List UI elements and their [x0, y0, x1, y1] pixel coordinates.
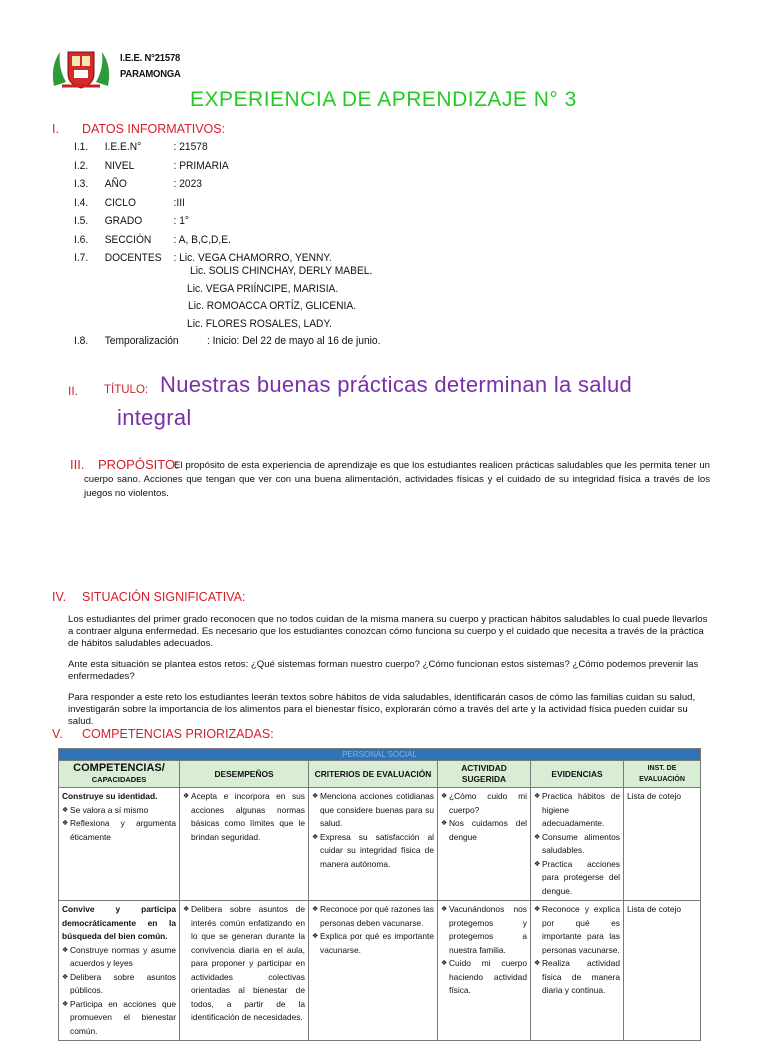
proposito-text: El propósito de esta experiencia de aprendizaje es que los estudiantes realicen prácticas saludables que les permita tener un cuerpo sano. Acciones que tengan que ver con una buena alimentación, actividades físicas y el cuidado de su integridad física a través de los juegos no violentos.: [84, 460, 710, 499]
area-header: PERSONAL SOCIAL: [59, 749, 701, 761]
bullet-item: ❖ Nos cuidamos del dengue: [441, 817, 527, 844]
bullet-item: ❖ Consume alimentos saludables.: [534, 831, 620, 858]
section-situacion: IV. SITUACIÓN SIGNIFICATIVA:: [52, 590, 246, 604]
bullet-item: ❖ Cuido mi cuerpo haciendo actividad física.: [441, 957, 527, 998]
docente-name: Lic. FLORES ROSALES, LADY.: [187, 317, 332, 330]
section-competencias: V. COMPETENCIAS PRIORIZADAS:: [52, 727, 274, 741]
page-title: EXPERIENCIA DE APRENDIZAJE N° 3: [190, 88, 577, 111]
cell-competencia: [59, 788, 180, 901]
docente-name: Lic. VEGA PRIÍNCIPE, MARISIA.: [187, 282, 339, 295]
bullet-item: ❖ Acepta e incorpora en sus acciones algunas normas básicas como límites que le brindan seguridad.: [183, 790, 305, 844]
cell-instrumento: Lista de cotejo: [624, 901, 701, 1041]
cell-evidencias: [531, 788, 624, 901]
info-row: I.5. GRADO : 1°: [74, 215, 189, 227]
section-proposito: III. PROPÓSITO:: [70, 457, 179, 472]
bullet-item: ❖ Vacunándonos nos protegemos y protegemos a nuestra familia.: [441, 903, 527, 957]
header-competencias: COMPETENCIAS/ CAPACIDADES: [59, 761, 180, 788]
table-row: [59, 788, 701, 901]
competencias-table: [58, 748, 701, 1041]
bullet-item: ❖ Participa en acciones que promueven el bienestar común.: [62, 998, 176, 1039]
info-temporalizacion: I.8. Temporalización : Inicio: Del 22 de mayo al 16 de junio.: [74, 335, 381, 347]
school-city: PARAMONGA: [120, 68, 181, 80]
bullet-item: ❖ Menciona acciones cotidianas que considere buenas para su salud.: [312, 790, 434, 831]
bullet-item: ❖ Realiza actividad física de manera diaria y continua.: [534, 957, 620, 998]
info-row: I.1. I.E.E.N° : 21578: [74, 141, 208, 153]
cell-criterios: [309, 901, 438, 1041]
bullet-item: ❖ Practica acciones para protegerse del dengue.: [534, 858, 620, 899]
situacion-paragraph-3: Para responder a este reto los estudiantes leerán textos sobre hábitos de vida saludables, identificarán casos de cómo las familias cuidan su salud, investigarán sobre la importancia de los alimentos para el bienestar físico, explorarán cómo a través del arte y la actividad física pueden cuidar su salud.: [68, 692, 696, 727]
info-row: I.3. AÑO : 2023: [74, 178, 202, 190]
school-logo: [50, 46, 112, 92]
info-row: I.6. SECCIÓN : A, B,C,D,E.: [74, 233, 231, 246]
cell-actividad: [438, 788, 531, 901]
desempenos-list: [183, 903, 305, 1025]
bullet-item: ❖ Reconoce por qué razones las personas deben vacunarse.: [312, 903, 434, 930]
info-row: I.2. NIVEL : PRIMARIA: [74, 159, 229, 172]
bullet-item: ❖ Practica hábitos de higiene adecuadamente.: [534, 790, 620, 831]
evidencias-list: [534, 790, 620, 898]
section-titulo-label: TÍTULO:: [104, 384, 149, 396]
header-instrumento: INST. DE EVALUACIÓN: [624, 761, 701, 788]
experience-title-line1: Nuestras buenas prácticas determinan la salud: [160, 372, 633, 397]
header-actividad: ACTIVIDAD SUGERIDA: [438, 761, 531, 788]
bullet-item: ❖ Delibera sobre asuntos públicos.: [62, 971, 176, 998]
info-row: I.4. CICLO :III: [74, 196, 185, 209]
docente-name: Lic. ROMOACCA ORTÍZ, GLICENIA.: [188, 300, 357, 312]
header-evidencias: EVIDENCIAS: [531, 761, 624, 788]
bullet-item: ❖ Delibera sobre asuntos de interés común enfatizando en lo que se generan durante la convivencia diaria en el aula, para proponer y participar en actividades colectivas orientadas al bienestar de todos, a partir de la identificación de necesidades.: [183, 903, 305, 1025]
situacion-paragraph-1: Los estudiantes del primer grado reconocen que no todos cuidan de la misma manera su cuerpo y practican hábitos saludables lo cual puede llevarlos a contraer alguna enfermedad. Es necesario que los estudiantes conozcan cómo funciona su cuerpo y el cuidado que necesita a través de la práctica de hábitos saludables adecuados.: [68, 614, 708, 649]
actividad-list: [441, 790, 527, 844]
experience-title-line2: integral: [117, 405, 192, 430]
bullet-item: ❖ Se valora a sí mismo: [62, 804, 176, 818]
capacidades-list: [62, 804, 176, 845]
cell-actividad: [438, 901, 531, 1041]
cell-desempenos: [180, 788, 309, 901]
competencia-title: Construye su identidad.: [62, 791, 158, 801]
desempenos-list: [183, 790, 305, 844]
bullet-item: ❖ Reconoce y explica por qué es importante para las personas vacunarse.: [534, 903, 620, 957]
competencia-title: Convive y participa democráticamente en la búsqueda del bien común.: [62, 904, 176, 941]
section-datos-informativos: I. DATOS INFORMATIVOS:: [52, 122, 226, 136]
bullet-item: ❖ Expresa su satisfacción al cuidar su integridad física de manera autónoma.: [312, 831, 434, 872]
situacion-paragraph-2: Ante esta situación se plantea estos retos: ¿Qué sistemas forman nuestro cuerpo? ¿Cómo funcionan estos sistemas? ¿Cómo podemos prevenir las enfermedades?: [68, 659, 699, 682]
cell-evidencias: [531, 901, 624, 1041]
actividad-list: [441, 903, 527, 998]
section-titulo-num: II.: [68, 384, 79, 398]
evidencias-list: [534, 903, 620, 998]
docente-name: Lic. SOLIS CHINCHAY, DERLY MABEL.: [190, 265, 373, 277]
header-criterios: CRITERIOS DE EVALUACIÓN: [309, 761, 438, 788]
school-code: I.E.E. N°21578: [120, 52, 181, 64]
bullet-item: ❖ Reflexiona y argumenta éticamente: [62, 817, 176, 844]
bullet-item: ❖ Construye normas y asume acuerdos y leyes: [62, 944, 176, 971]
cell-instrumento: Lista de cotejo: [624, 788, 701, 901]
bullet-item: ❖ ¿Cómo cuido mi cuerpo?: [441, 790, 527, 817]
table-row: [59, 901, 701, 1041]
cell-desempenos: [180, 901, 309, 1041]
cell-criterios: [309, 788, 438, 901]
criterios-list: [312, 903, 434, 957]
header-desempenos: DESEMPEÑOS: [180, 761, 309, 788]
criterios-list: [312, 790, 434, 871]
cell-competencia: [59, 901, 180, 1041]
info-row: I.7. DOCENTES : Lic. VEGA CHAMORRO, YENNY.: [74, 252, 332, 264]
bullet-item: ❖ Explica por qué es importante vacunarse.: [312, 930, 434, 957]
